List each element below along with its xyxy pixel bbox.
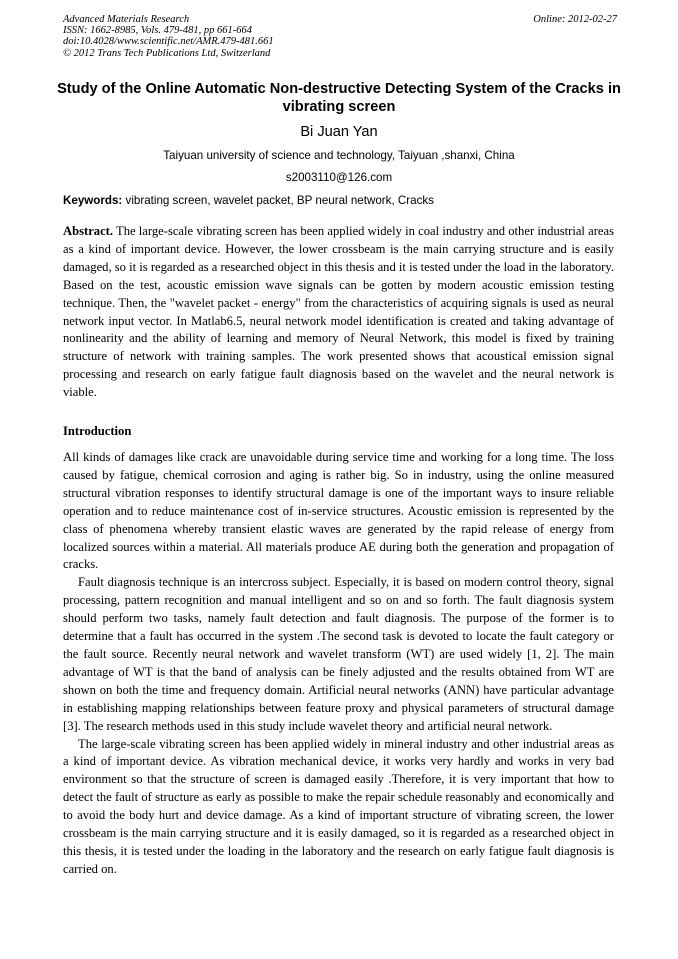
keywords-line bbox=[63, 194, 623, 208]
intro-paragraph-3: The large-scale vibrating screen has been applied widely in mineral industry and other industrial areas as a kind of important device. As vibration mechanical device, it works very hardly and works in very bad environment so that the structure of screen is damaged easily .Therefore, it is very important that how to detect the fault of structure as early as possible to make the repair schedule reasonably and economically and to avoid the body hurt and device damage. As a kind of important structure of vibrating screen, the lower crossbeam is the main carrying structure and it is easily damaged, so it is regarded as a researched object in this thesis, it is tested under the loading in the laboratory and the research on early fatigue fault diagnosis is carried on. bbox=[63, 736, 614, 876]
journal-name: Advanced Materials Research bbox=[63, 14, 190, 25]
introduction-body bbox=[63, 449, 614, 879]
intro-paragraph-1: All kinds of damages like crack are unavoidable during service time and working for a long time. The loss caused by fatigue, chemical corrosion and aging is rather big. So in industry, using the online measured structural vibration responses to identify structural damage is one of the important ways to insure reliable operation and to reduce maintenance cost of in-service structures. Acoustic emission is represented by the class of phenomena whereby transient elastic waves are generated by the rapid release of energy from localized sources within a material. All materials produce AE during both the generation and propagation of cracks. bbox=[63, 450, 614, 572]
copyright-line: © 2012 Trans Tech Publications Ltd, Switzerland bbox=[63, 47, 271, 59]
abstract-paragraph bbox=[63, 223, 614, 402]
author-email: s2003110@126.com bbox=[285, 171, 393, 184]
abstract-text: The large-scale vibrating screen has been applied widely in coal industry and other industrial areas as a kind of important device. However, the lower crossbeam is the main carrying structure and is easily damaged, so it is regarded as a researched object in this thesis and it is tested under the load in the laboratory. Based on the test, acoustic emission wave signals can be gotten by modern acoustic emission testing technique. Then, the "wavelet packet - energy" from the characteristics of acquiring signals is used as neural network input vector. In Matlab6.5, neural network model identification is created and taking advantage of nonlinearity and the ability of learning and memory of Neural Network, this model is fixed by training structure of network with training samples. The work presented shows that acoustical emission signal processing and research on early fatigue fault diagnosis based on the wavelet and the neural network is viable. bbox=[63, 224, 615, 400]
doi-line: doi:10.4028/www.scientific.net/AMR.479-481.661 bbox=[63, 36, 274, 48]
author-affiliation: Taiyuan university of science and technology, Taiyuan ,shanxi, China bbox=[163, 149, 515, 162]
author-name: Bi Juan Yan bbox=[300, 124, 378, 140]
keywords-text: vibrating screen, wavelet packet, BP neural network, Cracks bbox=[125, 194, 434, 207]
intro-paragraph-2: Fault diagnosis technique is an intercross subject. Especially, it is based on modern control theory, signal processing, pattern recognition and manual intelligent and so on and so forth. The fault diagnosis system should perform two tasks, namely fault detection and fault diagnosis. The purpose of the former is to determine that a fault has occurred in the system .The second task is devoted to locate the fault category or the fault source. Recently neural network and wavelet transform (WT) are used widely [1, 2]. The main advantage of WT is that the band of analysis can be finely adjusted and the results obtained from WT are shown on both the time and frequency domain. Artificial neural networks (ANN) have particular advantage in establishing mapping relationships between feature proxy and physical parameters of structural damage [3]. The research methods used in this study include wavelet theory and artificial neural network. bbox=[63, 575, 614, 733]
keywords-label: Keywords: bbox=[63, 194, 123, 207]
online-date: Online: 2012-02-27 bbox=[533, 14, 617, 25]
issn-line: ISSN: 1662-8985, Vols. 479-481, pp 661-664 bbox=[63, 25, 252, 37]
introduction-heading: Introduction bbox=[63, 424, 132, 438]
paper-title: Study of the Online Automatic Non-destructive Detecting System of the Cracks in vibrating screen bbox=[57, 81, 621, 115]
journal-header bbox=[63, 14, 617, 59]
abstract-label: Abstract. bbox=[63, 224, 114, 238]
